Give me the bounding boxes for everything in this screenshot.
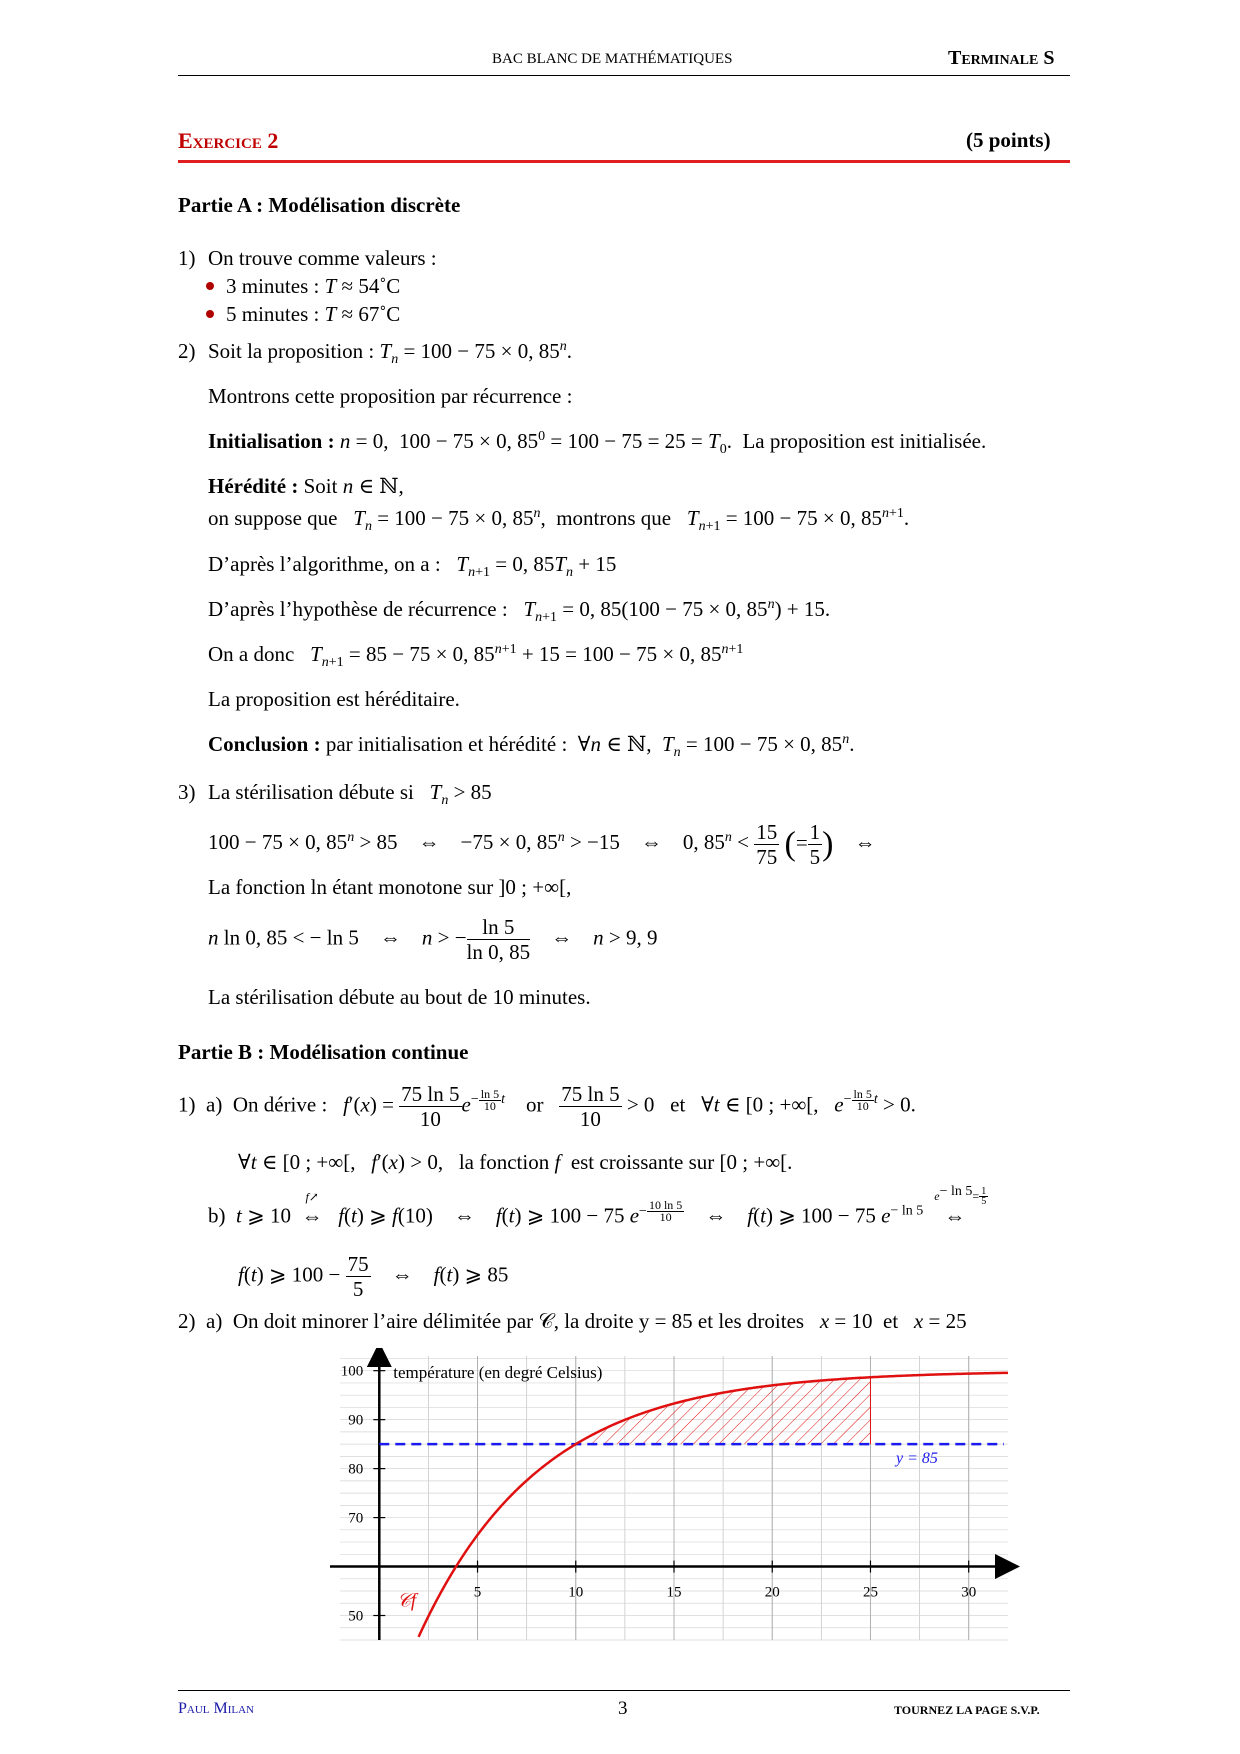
partA-suppose: on suppose que $T_n = 100 - 75 \times 0$, 85$^n$, montrons que $T_{n+1} = 100 - 75 \times 0$, $85^{n+1}$. xyxy=(208,506,910,535)
exercise-points: (5 points) xyxy=(966,128,1051,152)
bullet-icon xyxy=(206,282,214,290)
x-tick-label: 10 xyxy=(568,1584,584,1601)
partA-q1-intro: On trouve comme valeurs : xyxy=(208,246,437,270)
header-title: BAC BLANC DE MATHÉMATIQUES xyxy=(492,51,733,67)
partA-conclusion: Conclusion : par initialisation et hérédité : ∀n ∈ ℕ, $T_n = 100 - 75 \times 0$, 85$^n$. xyxy=(208,732,855,761)
y-tick-label: 70 xyxy=(348,1510,364,1527)
partB-q1b-end: f(t) ⩾ 100 − $\frac{75}{5}$ ⇔ f(t) ⩾ 85 xyxy=(238,1252,509,1301)
partA-hered-end: La proposition est héréditaire. xyxy=(208,687,460,711)
partB-q1b: b) t ⩾ 10 f↗ ⇔ f(t) ⩾ f(10) ⇔ f(t) ⩾ 100 − 75 $e^{- \frac{10 \ln 5}{10}}$ ⇔ f(t) ⩾ 100 − 75 $e^{- ln 5}$ $e^{- ln 5}=$ $\frac{1}{5}$ ⇔ xyxy=(208,1183,987,1228)
chart-title: température (en degré Celsius) xyxy=(393,1363,603,1382)
header-rule xyxy=(178,75,1070,76)
partB-q2: 2) a) On doit minorer l’aire délimitée par 𝒞, la droite y = 85 et les droites x = 10 et x = 25 xyxy=(178,1309,967,1333)
partB-title: Partie B : Modélisation continue xyxy=(178,1040,469,1064)
x-tick-label: 20 xyxy=(764,1584,780,1601)
footer-page-number: 3 xyxy=(618,1698,628,1719)
partA-q2-show: Montrons cette proposition par récurrence : xyxy=(208,384,573,408)
exercise-title: Exercice 2 xyxy=(178,128,279,153)
line-y85-label: y = 85 xyxy=(896,1450,938,1468)
partA-title: Partie A : Modélisation discrète xyxy=(178,193,461,217)
curve-cf-label: 𝒞f xyxy=(396,1590,417,1612)
partA-donc: On a donc $T_{n+1} = 85 - 75 \times 0$, $85^{n+1} + 15 = 100 - 75 \times 0$, $85^{n+1}$ xyxy=(208,642,744,671)
x-tick-label: 5 xyxy=(473,1584,482,1601)
x-tick-label: 30 xyxy=(961,1584,977,1601)
partA-hypo: D’après l’hypothèse de récurrence : $T_{n+1} = 0$, 85(100 − 75 × 0, $85^n) + 15$. xyxy=(208,597,831,626)
y-tick-label: 80 xyxy=(348,1461,364,1478)
partA-q1-num: 1) xyxy=(178,246,196,270)
partA-q2-prop: Soit la proposition : $T_n = 100 - 75 \times 0$, 85$^n$. xyxy=(208,339,572,368)
footer-author: Paul Milan xyxy=(178,1700,255,1717)
partA-q1-bullet1: 3 minutes : T ≈ 54˚C xyxy=(206,274,400,299)
partA-q3-num: 3) xyxy=(178,780,196,804)
y-tick-label: 90 xyxy=(348,1412,364,1429)
footer-turn-page: TOURNEZ LA PAGE S.V.P. xyxy=(894,1703,1040,1717)
partA-q2-num: 2) xyxy=(178,339,196,363)
exercise-rule xyxy=(178,160,1070,163)
footer-rule xyxy=(178,1690,1070,1691)
partA-q1-bullet2: 5 minutes : T ≈ 67˚C xyxy=(206,302,400,327)
partA-ln-text: La fonction ln étant monotone sur ]0 ; +∞[, xyxy=(208,875,572,899)
temperature-chart xyxy=(280,1348,1020,1648)
partB-q1-croissante: ∀t ∈ [0 ; +∞[, f′(x) > 0, la fonction f est croissante sur [0 ; +∞[. xyxy=(238,1150,793,1174)
partA-init: Initialisation : n = 0, 100 − 75 × 0, $85^0 = 100 - 75 = 25 = T_0$. La proposition est initialisée. xyxy=(208,429,987,458)
partA-q3-ineq: 100 − 75 × 0, $85^n > 85$ ⇔ −75 × 0, $85^n > -15$ ⇔ 0, $85^n$ < $\frac{15}{75}$ (= $\frac{1}{5}$ ) ⇔ xyxy=(208,820,876,869)
x-tick-label: 15 xyxy=(666,1584,682,1601)
partA-algo: D’après l’algorithme, on a : $T_{n+1} = 0$, $85T_n + 15$ xyxy=(208,552,617,581)
y-tick-label: 100 xyxy=(340,1363,364,1380)
partB-q1: 1) a) On dérive : f′(x) = $\frac{75 \ln 5}{10}$ $e^{- \frac{\ln 5}{10} t}$ or $\frac{75 \ln 5}{10}$ > 0 et ∀t ∈ [0 ; +∞[, $e^{- \frac{\ln 5}{10} t} > 0$. xyxy=(178,1082,916,1131)
y-tick-label: 50 xyxy=(348,1608,364,1625)
partA-q3-end: La stérilisation débute au bout de 10 minutes. xyxy=(208,985,591,1009)
header-class: Terminale S xyxy=(948,47,1055,69)
partA-q3-intro: La stérilisation débute si $T_n > 85$ xyxy=(208,780,492,809)
x-tick-label: 25 xyxy=(862,1584,878,1601)
partA-q3-ln: n ln 0, 85 < − ln 5 ⇔ n > − $\frac{\ln 5}{\ln 0, 85}$ ⇔ n > 9, 9 xyxy=(208,915,658,964)
bullet-icon xyxy=(206,310,214,318)
partA-hered: Hérédité : Soit n ∈ ℕ, xyxy=(208,474,404,498)
